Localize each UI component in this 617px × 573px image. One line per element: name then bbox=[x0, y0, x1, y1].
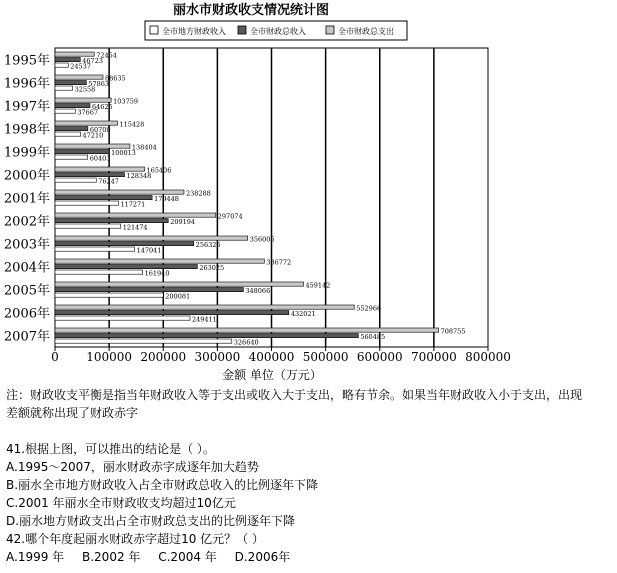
bar bbox=[55, 52, 94, 56]
x-tick-label: 300000 bbox=[194, 350, 241, 364]
bar bbox=[55, 247, 135, 251]
category-label: 2000年 bbox=[3, 168, 50, 184]
data-label: 552966 bbox=[356, 304, 382, 313]
bar bbox=[55, 121, 117, 125]
legend-label-1: 全市财政总收入 bbox=[250, 27, 306, 36]
x-tick-label: 100000 bbox=[86, 350, 133, 364]
bar bbox=[55, 178, 96, 182]
bar bbox=[55, 196, 152, 200]
data-label: 560485 bbox=[360, 333, 386, 342]
data-label: 115428 bbox=[119, 120, 145, 129]
question-41-stem: 41.根据上图，可以推出的结论是（ ）。 bbox=[6, 442, 215, 456]
data-label: 57863 bbox=[88, 80, 110, 89]
category-label: 1995年 bbox=[3, 53, 50, 69]
bar bbox=[55, 190, 184, 194]
question-42-stem: 42.哪个年度起丽水财政赤字超过10 亿元？（ ） bbox=[6, 532, 264, 546]
bar bbox=[55, 293, 163, 297]
category-label: 1996年 bbox=[3, 76, 50, 92]
x-tick-label: 400000 bbox=[248, 350, 295, 364]
data-label: 60700 bbox=[89, 126, 111, 135]
data-label: 209194 bbox=[170, 218, 196, 227]
data-label: 161940 bbox=[144, 269, 170, 278]
category-label: 2007年 bbox=[3, 329, 50, 345]
bar bbox=[55, 109, 75, 113]
legend-label-0: 全市地方财政收入 bbox=[162, 27, 226, 36]
data-label: 24537 bbox=[70, 62, 91, 71]
chart-note bbox=[6, 386, 612, 422]
data-label: 297074 bbox=[217, 212, 243, 221]
data-label: 179448 bbox=[154, 195, 179, 204]
bar bbox=[55, 173, 124, 177]
question-41-option-c: C.2001 年丽水全市财政收支均超过10亿元 bbox=[6, 496, 236, 510]
question-41-option-d: D.丽水地方财政支出占全市财政总支出的比例逐年下降 bbox=[6, 514, 296, 528]
legend-swatch-1 bbox=[238, 26, 246, 34]
category-label: 2004年 bbox=[3, 260, 50, 276]
bar bbox=[55, 328, 439, 332]
questions bbox=[6, 440, 612, 566]
bar bbox=[55, 219, 168, 223]
category-label: 1999年 bbox=[3, 145, 50, 161]
data-label: 121474 bbox=[122, 223, 148, 232]
question-42-options bbox=[6, 548, 612, 566]
data-label: 165406 bbox=[146, 166, 172, 175]
chart-title: 丽水市财政收支情况统计图 bbox=[172, 3, 330, 18]
bar bbox=[55, 305, 354, 309]
category-label: 2002年 bbox=[3, 214, 50, 230]
data-label: 64625 bbox=[91, 103, 113, 112]
data-label: 117271 bbox=[120, 200, 146, 209]
data-label: 356005 bbox=[249, 235, 275, 244]
data-label: 72454 bbox=[96, 51, 117, 60]
question-42-option-c: C.2004 年 bbox=[158, 550, 217, 564]
note-line-1: 注：财政收支平衡是指当年财政收入等于支出或收入大于支出，略有节余。如果当年财政收入小于支出，出现 bbox=[6, 388, 583, 402]
bar bbox=[55, 104, 90, 108]
bar bbox=[55, 167, 145, 171]
legend-swatch-0 bbox=[150, 26, 158, 34]
question-42-option-d: D.2006年 bbox=[234, 550, 291, 564]
data-label: 138404 bbox=[131, 143, 157, 152]
note-line-2: 差额就称出现了财政赤字 bbox=[6, 406, 139, 420]
data-label: 128348 bbox=[126, 172, 152, 181]
data-label: 249411 bbox=[191, 315, 217, 324]
data-label: 37667 bbox=[77, 108, 99, 117]
data-label: 386772 bbox=[266, 258, 292, 267]
bar bbox=[55, 98, 111, 102]
x-tick-label: 500000 bbox=[302, 350, 349, 364]
data-label: 459142 bbox=[305, 281, 331, 290]
bar bbox=[55, 316, 190, 320]
data-label: 60403 bbox=[89, 154, 111, 163]
bar bbox=[55, 259, 264, 263]
bar bbox=[55, 58, 80, 62]
x-tick-label: 0 bbox=[51, 350, 59, 364]
x-axis-label: 金额 单位（万元） bbox=[222, 368, 322, 382]
legend-label-2: 全市财政总支出 bbox=[338, 27, 394, 36]
bar bbox=[55, 81, 86, 85]
x-tick-label: 700000 bbox=[410, 350, 457, 364]
x-tick-label: 200000 bbox=[140, 350, 187, 364]
bar bbox=[55, 288, 243, 292]
bar bbox=[55, 339, 232, 343]
bar bbox=[55, 270, 143, 274]
data-label: 88635 bbox=[104, 74, 126, 83]
category-label: 1998年 bbox=[3, 122, 50, 138]
category-label: 2005年 bbox=[3, 283, 50, 299]
data-label: 200081 bbox=[165, 292, 191, 301]
data-label: 256326 bbox=[195, 241, 221, 250]
bar bbox=[55, 201, 118, 205]
data-label: 46723 bbox=[82, 57, 103, 66]
bar bbox=[55, 282, 304, 286]
question-42-option-a: A.1999 年 bbox=[6, 550, 65, 564]
data-label: 147041 bbox=[136, 246, 162, 255]
bar bbox=[55, 132, 81, 136]
category-label: 2006年 bbox=[3, 306, 50, 322]
data-label: 100013 bbox=[111, 149, 136, 158]
data-label: 708755 bbox=[440, 327, 466, 336]
bar bbox=[55, 236, 248, 240]
data-label: 326640 bbox=[233, 338, 259, 347]
bar bbox=[55, 86, 73, 90]
data-label: 32558 bbox=[74, 85, 96, 94]
bar bbox=[55, 311, 289, 315]
question-42-option-b: B.2002 年 bbox=[82, 550, 141, 564]
bar bbox=[55, 150, 109, 154]
data-label: 76247 bbox=[98, 177, 119, 186]
data-label: 432021 bbox=[290, 310, 316, 319]
data-label: 348066 bbox=[245, 287, 271, 296]
question-41-option-a: A.1995～2007，丽水财政赤字成逐年加大趋势 bbox=[6, 460, 259, 474]
category-label: 1997年 bbox=[3, 99, 50, 115]
bar bbox=[55, 144, 130, 148]
bar bbox=[55, 75, 103, 79]
legend-swatch-2 bbox=[326, 26, 334, 34]
bar bbox=[55, 265, 197, 269]
category-label: 2001年 bbox=[3, 191, 50, 207]
bar bbox=[55, 224, 121, 228]
data-label: 263025 bbox=[199, 264, 225, 273]
bar bbox=[55, 334, 358, 338]
bar bbox=[55, 155, 88, 159]
bar bbox=[55, 213, 216, 217]
bar bbox=[55, 127, 88, 131]
data-label: 47210 bbox=[82, 131, 104, 140]
bar bbox=[55, 242, 194, 246]
data-label: 238288 bbox=[185, 189, 211, 198]
bar bbox=[55, 63, 68, 67]
data-label: 103759 bbox=[113, 97, 138, 106]
x-tick-label: 800000 bbox=[465, 350, 511, 364]
question-41-option-b: B.丽水全市地方财政收入占全市财政总收入的比例逐年下降 bbox=[6, 478, 319, 492]
category-label: 2003年 bbox=[3, 237, 50, 253]
x-tick-label: 600000 bbox=[356, 350, 403, 364]
